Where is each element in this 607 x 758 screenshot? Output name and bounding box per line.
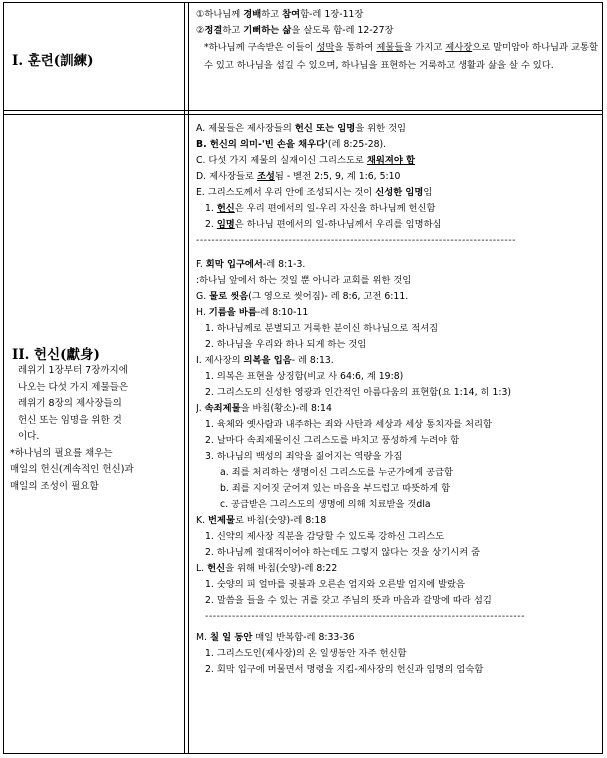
item-j-3-a: a. 죄를 처리하는 생명이신 그리스도를 누군가에게 공급함 <box>220 467 453 478</box>
item-d: D. 제사장들로 조성됨 - 벧전 2:5, 9, 계 1:6, 5:10 <box>196 171 401 182</box>
divider-line: ----------------------------------------------------------------------------------- <box>196 235 516 246</box>
section-1-line-1: ①하나님께 경배하고 참여함-레 1장-11장 <box>196 9 364 20</box>
item-e: E. 그리스도께서 우리 안에 조성되시는 것이 신성한 임명임 <box>196 187 433 198</box>
section-2-description <box>10 363 182 495</box>
item-h: H. 기름을 바름-레 8:10-11 <box>196 307 309 318</box>
item-l: L. 헌신을 위해 바침(숫양)-레 8:22 <box>196 563 338 574</box>
note-line: *하나님의 필요를 채우는 <box>10 447 113 459</box>
row-divider-inner <box>4 114 602 115</box>
section-2-title: II. 헌신(獻身) <box>12 347 100 363</box>
section-1-content <box>196 7 598 75</box>
item-b: B. 헌신의 의미-'빈 손을 채우다'(레 8:25-28). <box>196 139 387 150</box>
item-l-2: 2. 말씀을 들을 수 있는 귀를 갖고 주님의 뜻과 마음과 갈망에 따라 섬김 <box>205 595 492 606</box>
item-i-1: 1. 의복은 표현을 상징함(비교 사 64:6, 계 19:8) <box>205 371 404 382</box>
item-k: K. 번제물로 바침(숫양)-레 8:18 <box>196 515 327 526</box>
item-j-3: 3. 하나님의 백성의 죄악을 짊어지는 역량을 가짐 <box>205 451 403 462</box>
item-a: A. 제물들은 제사장들의 헌신 또는 임명을 위한 것임 <box>196 123 407 134</box>
section-1-line-2: ②정결하고 기뻐하는 삶을 살도록 함-레 12-27장 <box>196 25 394 36</box>
desc-line: 이다. <box>18 431 40 442</box>
item-j: J. 속죄제물을 바침(황소)-레 8:14 <box>196 403 332 414</box>
item-i-2: 2. 그리스도의 신성한 영광과 인간적인 아름다움의 표현함(요 1:14, 히 1:3) <box>205 387 512 398</box>
item-k-2: 2. 하나님께 절대적이어야 하는데도 그렇지 않다는 것을 상기시켜 줌 <box>205 547 480 558</box>
item-e-1: 1. 헌신은 우리 편에서의 일-우리 자신을 하나님께 헌신함 <box>205 203 436 214</box>
item-h-1: 1. 하나님께로 분별되고 거룩한 분이신 하나님으로 적셔짐 <box>205 323 439 334</box>
item-j-2: 2. 날마다 속죄제물이신 그리스도를 바치고 풍성하게 누려야 함 <box>205 435 460 446</box>
item-f-1: :하나님 앞에서 하는 것일 뿐 아니라 교회를 위한 것임 <box>196 275 412 286</box>
item-m: M. 칠 일 동안 매일 반복함-레 8:33-36 <box>196 632 355 643</box>
item-m-2: 2. 회막 입구에 머물면서 명령을 지킴-제사장의 헌신과 임명의 엄숙함 <box>205 664 484 675</box>
item-h-2: 2. 하나님을 우리와 하나 되게 하는 것임 <box>205 339 367 350</box>
item-e-2: 2. 임명은 하나님 편에서의 일-하나님께서 우리를 임명하심 <box>205 219 442 230</box>
desc-line: 레위기 8장의 제사장들의 <box>18 398 122 409</box>
divider-line: ----------------------------------------------------------------------------------- <box>205 611 525 622</box>
column-divider <box>184 3 185 753</box>
item-m-1: 1. 그리스도인(제사장)의 온 일생동안 자주 헌신함 <box>205 648 407 659</box>
item-l-1: 1. 숫양의 피 얼마를 귓불과 오른손 엄지와 오른발 엄지에 발랐음 <box>205 579 465 590</box>
item-i: I. 제사장의 의복을 입음- 레 8:13. <box>196 355 334 366</box>
note-line: 매일의 헌신(계속적인 헌신)과 <box>10 464 134 475</box>
item-k-1: 1. 신약의 제사장 직분을 감당할 수 있도록 강하신 그리스도 <box>205 531 445 542</box>
column-divider-inner <box>188 3 189 753</box>
section-2-content <box>196 121 598 678</box>
note-line: 매일의 조성이 필요함 <box>10 480 99 492</box>
outline-table <box>3 2 603 754</box>
section-1-note: *하나님께 구속받은 이들이 성막을 통하여 제물들을 가지고 제사장으로 말미암아 하나님과 교통할 수 있고 하나님을 섬길 수 있으며, 하나님을 표현하는 거룩하고 생활과 삶을 살 수 있다. <box>204 42 598 71</box>
desc-line: 헌신 또는 임명을 위한 것 <box>18 414 122 426</box>
section-1-title: I. 훈련(訓練) <box>12 53 94 69</box>
desc-line: 나오는 다섯 가지 제물들은 <box>18 381 129 393</box>
row-divider <box>4 110 602 111</box>
item-c: C. 다섯 가지 제물의 실재이신 그리스도로 채워져야 함 <box>196 155 416 166</box>
item-j-3-c: c. 공급받은 그리스도의 생명에 의해 치료받을 것dla <box>220 499 431 510</box>
desc-line: 레위기 1장부터 7장까지에 <box>18 365 128 376</box>
item-j-3-b: b. 죄를 지어짓 굳어져 있는 마음을 부드럽고 따뜻하게 함 <box>220 483 451 494</box>
item-f: F. 회막 입구에서-레 8:1-3. <box>196 259 306 270</box>
item-j-1: 1. 육체와 옛사람과 내주하는 죄와 사탄과 세상과 세상 통치자를 처리함 <box>205 419 492 430</box>
item-g: G. 물로 씻음(그 영으로 씻어짐)- 레 8:6, 고전 6:11. <box>196 291 409 302</box>
